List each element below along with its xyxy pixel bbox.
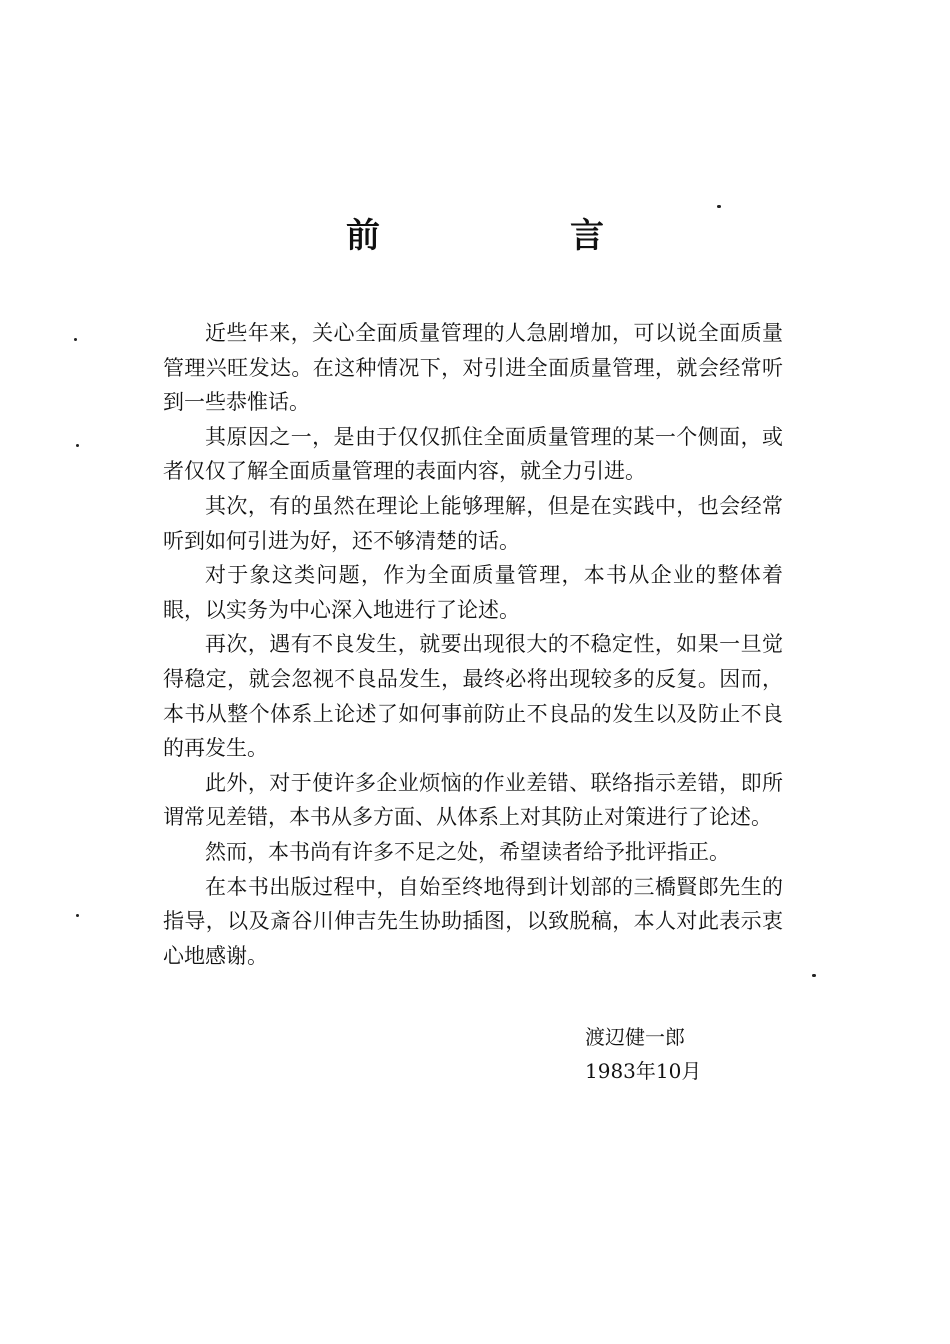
paragraph: 此外，对于使许多企业烦恼的作业差错、联络指示差错，即所谓常见差错，本书从多方面、从体系上对其防止对策进行了论述。 bbox=[163, 770, 783, 830]
scan-speck bbox=[812, 974, 816, 977]
scan-speck bbox=[76, 444, 79, 447]
paragraph: 其原因之一，是由于仅仅抓住全面质量管理的某一个侧面，或者仅仅了解全面质量管理的表面内容，就全力引进。 bbox=[163, 424, 783, 484]
scan-speck bbox=[76, 914, 79, 917]
paragraph: 在本书出版过程中，自始至终地得到计划部的三橋賢郎先生的指导，以及斎谷川伸吉先生协助插图，以致脱稿，本人对此表示衷心地感谢。 bbox=[163, 874, 783, 968]
paragraph: 再次，遇有不良发生，就要出现很大的不稳定性，如果一旦觉得稳定，就会忽视不良品发生，最终必将出现较多的反复。因而，本书从整个体系上论述了如何事前防止不良品的发生以及防止不良的再发生。 bbox=[163, 632, 783, 761]
date-line: 1983年10月 bbox=[585, 1059, 702, 1083]
paragraph: 对于象这类问题，作为全面质量管理，本书从企业的整体着眼，以实务为中心深入地进行了论述。 bbox=[163, 563, 783, 622]
scan-speck bbox=[717, 205, 721, 208]
preface-title: 前 言 bbox=[346, 216, 682, 256]
scan-speck bbox=[74, 338, 77, 341]
author-name: 渡辺健一郎 bbox=[585, 1025, 685, 1049]
paragraph: 其次，有的虽然在理论上能够理解，但是在实践中，也会经常听到如何引进为好，还不够清楚的话。 bbox=[163, 493, 783, 553]
signature-block bbox=[585, 1020, 701, 1088]
paragraph: 然而，本书尚有许多不足之处，希望读者给予批评指正。 bbox=[205, 839, 730, 864]
preface-body bbox=[163, 316, 783, 973]
paragraph: 近些年来，关心全面质量管理的人急剧增加，可以说全面质量管理兴旺发达。在这种情况下，对引进全面质量管理，就会经常听到一些恭惟话。 bbox=[163, 321, 783, 415]
